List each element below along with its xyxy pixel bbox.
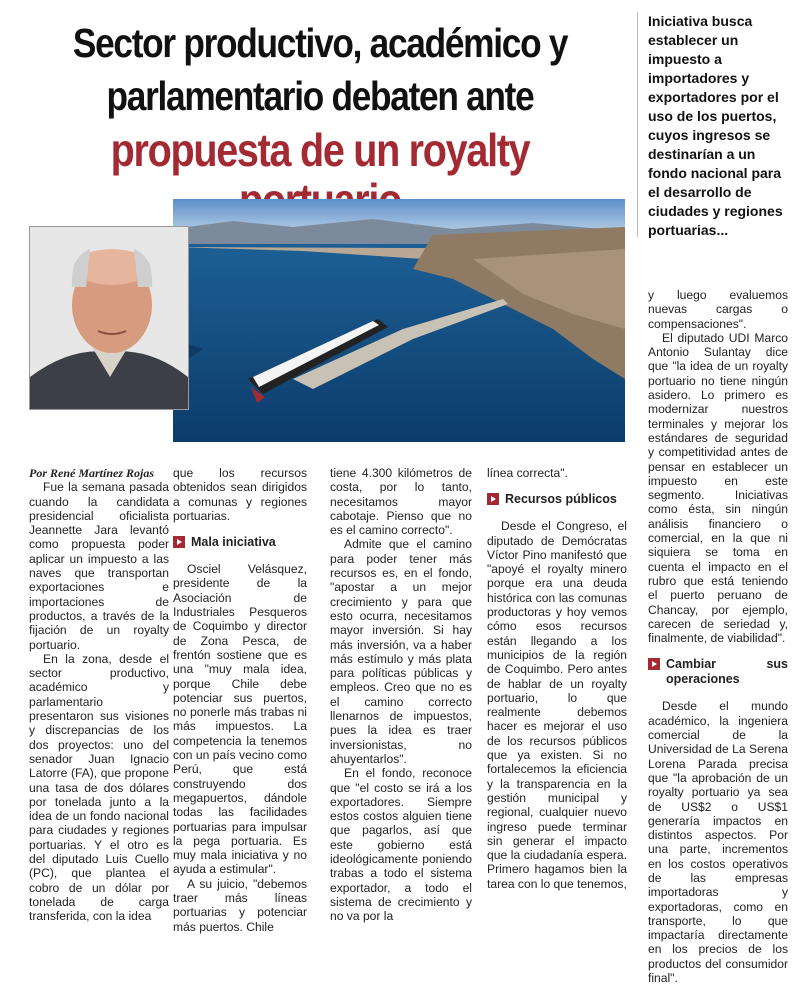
- article-column-2: [173, 466, 307, 934]
- arrow-icon: [648, 658, 660, 670]
- paragraph: A su juicio, "debemos traer más líneas portuarias y potenciar más puertos. Chile: [173, 876, 307, 934]
- paragraph: y luego evaluemos nuevas cargas o compensaciones".: [648, 288, 788, 331]
- article-column-5: [648, 288, 788, 985]
- portrait-illustration: [30, 227, 188, 409]
- paragraph: Desde el mundo académico, la ingeniera comercial de la Universidad de La Serena Lorena Parada precisa que "la aprobación de un royalty portuario ya sea de US$2 o US$1 generaría impactos en distintos aspectos. Por una parte, incrementos en los costos operativos de las empresas importadoras y exportadoras, como en transporte, lo que impactaría directamente en los precios de los productos del consumidor final".: [648, 699, 788, 985]
- subheading-label: Cambiar sus operaciones: [666, 657, 788, 687]
- article-column-3: [330, 466, 472, 924]
- paragraph: que los recursos obtenidos sean dirigidos a comunas y regiones portuarias.: [173, 466, 307, 523]
- paragraph: En el fondo, reconoce que "el costo se irá a los exportadores. Siempre estos costos alguien tiene que pagarlos, así que este gobierno está ideológicamente poniendo trabas a todo el sistema exportador, a todo el sistema de crecimiento y no va por la: [330, 766, 472, 924]
- subheading-label: Mala iniciativa: [191, 535, 276, 550]
- paragraph: línea correcta".: [487, 466, 568, 480]
- subheading-cambiar-operaciones: [648, 657, 788, 687]
- paragraph: Fue la semana pasada cuando la candidata presidencial oficialista Jeannette Jara levantó como propuesta poder aplicar un impuesto a las naves que transportan exportaciones e importaciones de productos, a través de la fijación de un royalty portuario.: [29, 480, 169, 652]
- headline-line-3: propuesta de un royalty: [110, 124, 530, 176]
- headline-line-1: Sector productivo, académico y: [72, 20, 568, 66]
- arrow-icon: [487, 493, 499, 505]
- portrait-photo: [29, 226, 189, 410]
- column-divider: [637, 12, 638, 237]
- port-illustration: [173, 199, 625, 442]
- paragraph: tiene 4.300 kilómetros de costa, por lo tanto, necesitamos mayor cabotaje. Pienso que no es el camino correcto".: [330, 466, 472, 538]
- arrow-icon: [173, 536, 185, 548]
- port-aerial-photo: [173, 199, 625, 442]
- lead-summary: Iniciativa busca establecer un impuesto a importadores y exportadores por el uso de los puertos, cuyos ingresos se destinarían a un fondo nacional para el desarrollo de ciudades y regiones portuarias...: [648, 13, 783, 238]
- paragraph: Admite que el camino para poder tener más recursos es, en el fondo, "apostar a un mejor crecimiento y para que esto ocurra, necesitamos mayor inversión. Si hay más inversión, va a haber más estímulo y más plata para políticas públicas y empleos. Creo que no es el camino correcto llenarnos de impuestos, pues la idea es traer inversionistas, no ahuyentarlos".: [330, 537, 472, 766]
- paragraph: Osciel Velásquez, presidente de la Asociación de Industriales Pesqueros de Coquimbo y director de Zona Pesca, de frentón sostiene que es una "muy mala idea, porque Chile debe potenciar sus puertos, no ponerle más trabas ni más impuestos. La competencia la tenemos con un país vecino como Perú, que está construyendo dos megapuertos, dándole todas las facilidades portuarias para impulsar la pega portuaria. Es muy mala iniciativa y no ayuda a estimular".: [173, 562, 307, 877]
- headline-line-2: parlamentario debaten ante: [106, 73, 534, 119]
- subheading-mala-iniciativa: [173, 535, 307, 550]
- subheading-label: Recursos públicos: [505, 492, 617, 507]
- paragraph: En la zona, desde el sector productivo, académico y parlamentario presentaron sus visiones y discrepancias de los dos proyectos: uno del senador Juan Ignacio Latorre (FA), que propone una tasa de dos dólares por tonelada junto a la idea de un fondo nacional para ciudades y regiones portuarias. Y el otro es del diputado Luis Cuello (PC), que plantea el cobro de un dólar por tonelada de carga transferida, con la idea: [29, 651, 169, 924]
- article-column-4: [487, 466, 627, 891]
- paragraph: Desde el Congreso, el diputado de Demócratas Víctor Pino manifestó que "apoyé el royalty minero porque era una deuda histórica con las comunas productoras y hoy vemos cómo esos recursos están llegando a los municipios de la región de Coquimbo. Pero antes de hablar de un royalty portuario, lo que realmente debemos hacer es mejorar el uso de los recursos públicos que ya existen. Si no fortalecemos la eficiencia y la transparencia en la gestión municipal y regional, cualquier nuevo ingreso puede terminar sin generar el impacto que la ciudadanía espera. Primero hagamos bien la tarea con lo que tenemos,: [487, 519, 627, 891]
- byline: Por René Martínez Rojas: [29, 466, 155, 480]
- article-column-1: [29, 466, 169, 924]
- paragraph: El diputado UDI Marco Antonio Sulantay dice que "la idea de un royalty portuario no tiene ningún asidero. Lo primero es modernizar nuestros terminales y mejorar los estándares de seguridad y competitividad antes de pensar en establecer un impuesto en este segmento. Iniciativas como ésta, sin ningún análisis financiero o comercial, en la que ni siquiera se toma en cuenta el impacto en el rubro que está teniendo el puerto peruano de Chancay, por ejemplo, carecen de seriedad y, finalmente, de viabilidad".: [648, 330, 788, 646]
- subheading-recursos-publicos: [487, 492, 627, 507]
